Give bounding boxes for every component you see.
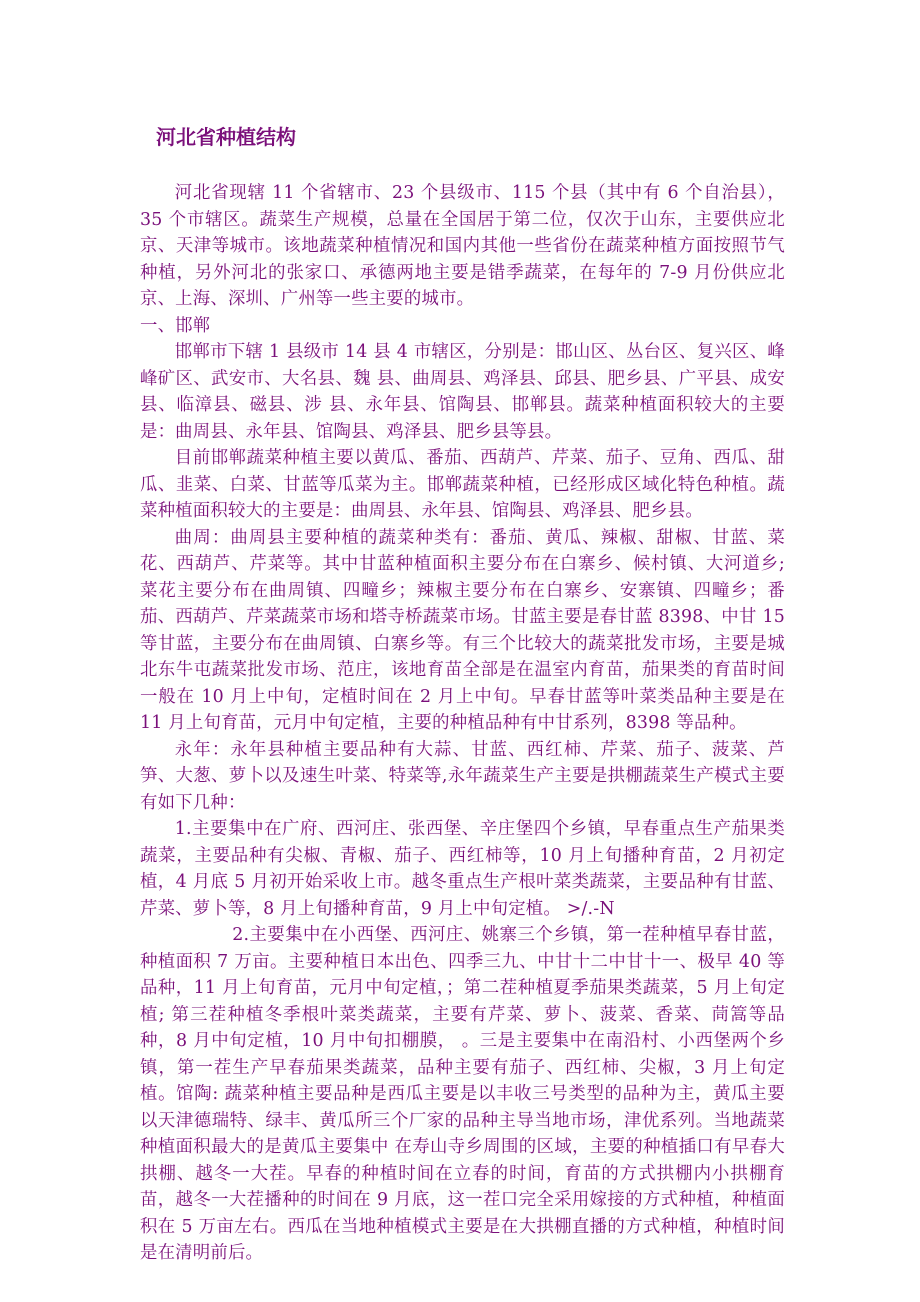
paragraph-mode-2: 2.主要集中在小西堡、西河庄、姚寨三个乡镇，第一茬种植早春甘蓝，种植面积 7 万亩。主要种植日本出色、四季三九、中甘十二中甘十一、极早 40 等品种，11 月上旬育苗，元月中旬定植，；第二茬种植夏季茄果类蔬菜，5 月上旬定植; 第三茬种植冬季根叶菜类蔬菜，主要有芹菜、萝卜、菠菜、香菜、茼篙等品种，8 月中旬定植，10 月中旬扣棚膜， 。三是主要集中在南沿村、小西堡两个乡镇，第一茬生产早春茄果类蔬菜，品种主要有茄子、西红柿、尖椒，3 月上旬定植。馆陶: 蔬菜种植主要品种是西瓜主要是以丰收三号类型的品种为主，黄瓜主要以天津德瑞特、绿丰、黄瓜所三个厂家的品种主导当地市场，津优系列。当地蔬菜种植面积最大的是黄瓜主要集中 在寿山寺乡周围的区域，主要的种植插口有早春大拱棚、越冬一大茬。早春的种植时间在立春的时间，育苗的方式拱棚内小拱棚育苗，越冬一大茬播种的时间在 9 月底，这一茬口完全采用嫁接的方式种植，种植面积在 5 万亩左右。西瓜在当地种植模式主要是在大拱棚直播的方式种植，种植时间是在清明前后。 [140, 925, 785, 1263]
section-heading-handan: 一、邯郸 [140, 315, 211, 336]
document-title: 河北省种植结构 [156, 125, 296, 149]
paragraph-handan-districts: 邯郸市下辖 1 县级市 14 县 4 市辖区，分别是：邯山区、丛台区、复兴区、峰峰矿区、武安市、大名县、魏 县、曲周县、鸡泽县、邱县、肥乡县、广平县、成安县、临漳县、磁县、涉 县、永年县、馆陶县、邯郸县。蔬菜种植面积较大的主要是：曲周县、永年县、馆陶县、鸡泽县、肥乡县等县。 [140, 342, 785, 442]
paragraph-intro: 河北省现辖 11 个省辖市、23 个县级市、115 个县（其中有 6 个自治县），35 个市辖区。蔬菜生产规模，总量在全国居于第二位，仅次于山东，主要供应北京、天津等城市。该地蔬菜种植情况和国内其他一些省份在蔬菜种植方面按照节气种植，另外河北的张家口、承德两地主要是错季蔬菜，在每年的 7-9 月份供应北京、上海、深圳、广州等一些主要的城市。 [140, 183, 785, 309]
paragraph-mode-1: 1.主要集中在广府、西河庄、张西堡、辛庄堡四个乡镇，早春重点生产茄果类蔬菜，主要品种有尖椒、青椒、茄子、西红柿等，10 月上旬播种育苗，2 月初定植，4 月底 5 月初开始采收上市。越冬重点生产根叶菜类蔬菜，主要品种有甘蓝、芹菜、萝卜等，8 月上旬播种育苗，9 月上中旬定植。 >/.-N [140, 819, 785, 919]
paragraph-quzhou: 曲周：曲周县主要种植的蔬菜种类有：番茄、黄瓜、辣椒、甜椒、甘蓝、菜花、西葫芦、芹菜等。其中甘蓝种植面积主要分布在白寨乡、候村镇、大河道乡; 菜花主要分布在曲周镇、四疃乡；辣椒主要分布在白寨乡、安寨镇、四疃乡；番茄、西葫芦、芹菜蔬菜市场和塔寺桥蔬菜市场。甘蓝主要是春甘蓝 8398、中甘 15 等甘蓝，主要分布在曲周镇、白寨乡等。有三个比较大的蔬菜批发市场，主要是城北东牛屯蔬菜批发市场、范庄，该地育苗全部是在温室内育苗，茄果类的育苗时间一般在 10 月上中旬，定植时间在 2 月上中旬。早春甘蓝等叶菜类品种主要是在 11 月上旬育苗，元月中旬定植，主要的种植品种有中甘系列，8398 等品种。 [140, 527, 785, 733]
paragraph-handan-crops: 目前邯郸蔬菜种植主要以黄瓜、番茄、西葫芦、芹菜、茄子、豆角、西瓜、甜瓜、韭菜、白菜、甘蓝等瓜菜为主。邯郸蔬菜种植，已经形成区域化特色种植。蔬菜种植面积较大的主要是：曲周县、永年县、馆陶县、鸡泽县、肥乡县。 [140, 448, 785, 521]
document-body [140, 180, 785, 1267]
paragraph-yongnian: 永年：永年县种植主要品种有大蒜、甘蓝、西红柿、芹菜、茄子、菠菜、芦笋、大葱、萝卜以及速生叶菜、特菜等,永年蔬菜生产主要是拱棚蔬菜生产模式主要有如下几种： [140, 739, 785, 813]
